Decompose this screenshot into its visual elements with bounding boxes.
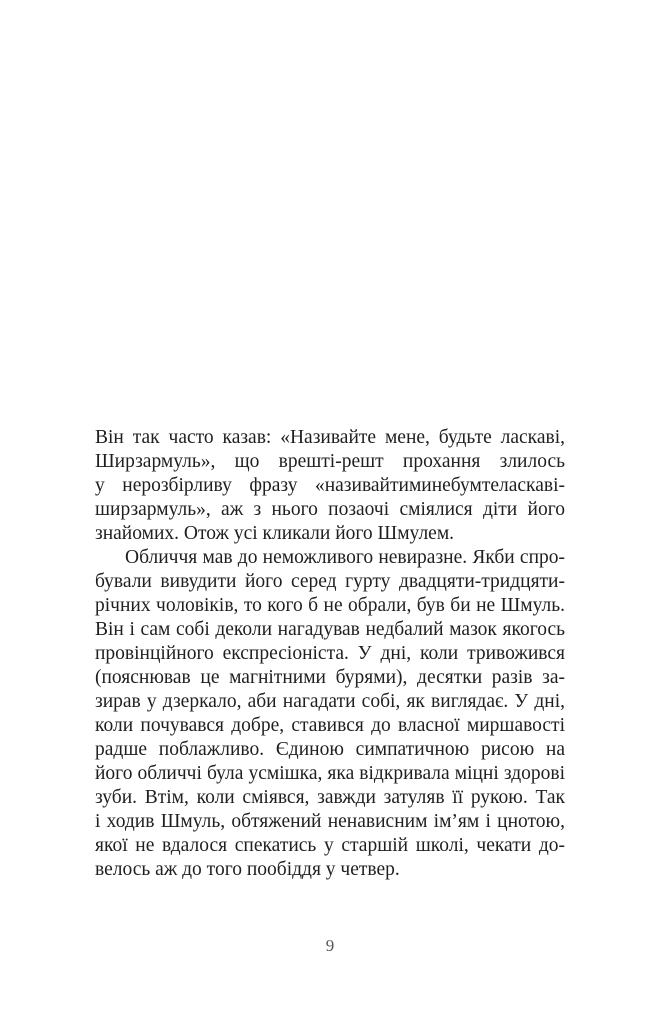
- text-line: велось аж до того пообіддя у четвер.: [95, 859, 400, 880]
- text-line: зуби. Втім, коли сміявся, завжди затуляв її рукою. Так: [95, 787, 565, 808]
- text-line: (пояснював це магнітними бурями), десятки разів за-: [95, 667, 565, 688]
- text-line: бували вивудити його серед гурту двадцяти-тридцяти-: [95, 571, 565, 592]
- text-line: річних чоловіків, то кого б не обрали, був би не Шмуль.: [95, 595, 565, 616]
- text-line: Він так часто казав: «Називайте мене, будьте ласкаві,: [95, 427, 565, 448]
- text-line: ширзармуль», аж з нього позаочі сміялися діти його: [95, 499, 565, 520]
- text-line: Він і сам собі деколи нагадував недбалий мазок якогось: [95, 619, 565, 640]
- text-line: якої не вдалося спекатись у старшій школі, чекати до-: [95, 835, 565, 856]
- text-line: радше поблажливо. Єдиною симпатичною рисою на: [95, 739, 565, 760]
- text-line: знайомих. Отож усі кликали його Шмулем.: [95, 523, 455, 544]
- page-number: 9: [325, 936, 335, 955]
- text-line: Обличчя мав до неможливого невиразне. Якби спро-: [125, 547, 565, 568]
- text-line: у нерозбірливу фразу «називайтиминебумтеласкаві-: [95, 475, 565, 496]
- text-line: провінційного експресіоніста. У дні, коли тривожився: [95, 643, 565, 664]
- body-text: [95, 426, 565, 882]
- text-line: Ширзармуль», що врешті-решт прохання злилось: [95, 451, 565, 472]
- text-line: зирав у дзеркало, аби нагадати собі, як виглядає. У дні,: [95, 691, 565, 712]
- text-line: його обличчі була усмішка, яка відкривала міцні здорові: [95, 763, 565, 784]
- text-line: коли почувався добре, ставився до власної миршавості: [95, 715, 565, 736]
- text-line: і ходив Шмуль, обтяжений ненависним ім’ям і цнотою,: [95, 811, 565, 832]
